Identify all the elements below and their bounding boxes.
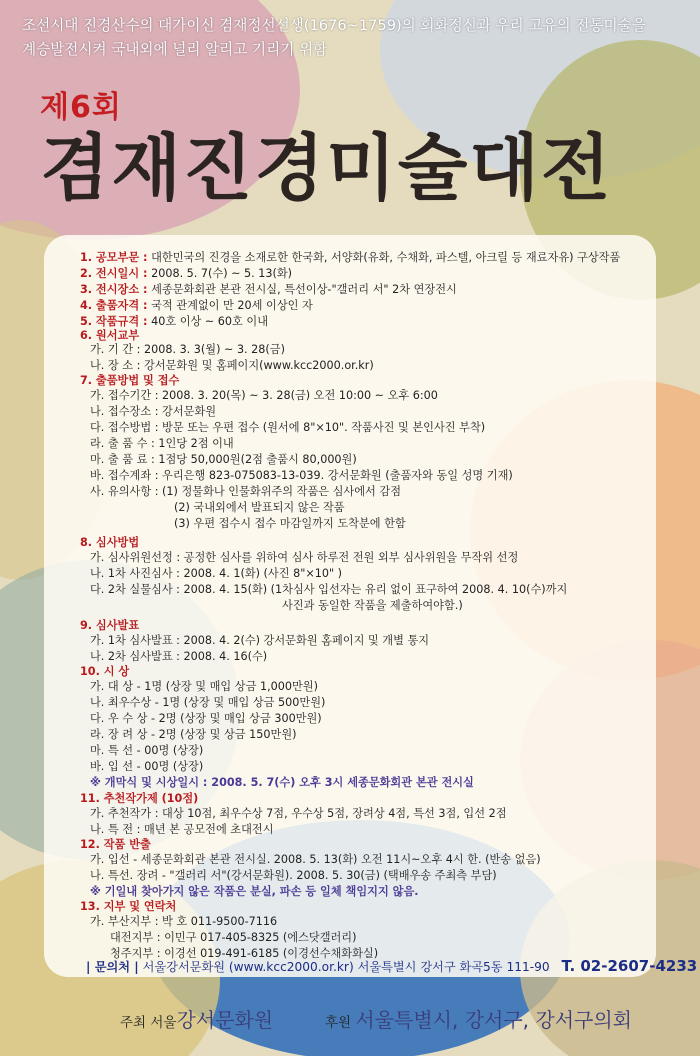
section-7-row [90,484,401,500]
row-label: 가. 입선 - [90,853,138,866]
row-text: 매년 본 공모전에 초대전시 [143,823,274,836]
section-10-row [90,679,318,695]
row-label: 라. 장 려 상 - [90,728,156,741]
section-9-row [90,633,429,649]
host-name: 강서문화원 [176,1008,274,1032]
row-text: 사진과 동일한 작품을 제출하여야함.) [282,599,463,612]
row-text: 강서문화원 및 홈페이지(www.kcc2000.or.kr) [143,359,374,372]
item-3 [80,282,457,298]
row-text: (2) 국내외에서 발표되지 않은 작품 [174,501,345,514]
tagline [22,14,682,62]
row-text: 우리은행 823-075083-13-039. 강서문화원 (출품자와 동일 성명 기재) [162,469,513,482]
row-label: 다. 2차 실물심사 : [90,583,180,596]
row-label: 나. 특선. 장려 - [90,869,166,882]
row-label: 가. 기 간 : [90,343,141,356]
section-6-row [90,342,285,358]
section-10-row [90,743,203,759]
row-text: (3) 우편 접수시 접수 마감일까지 도착분에 한함 [174,517,406,530]
section-13-heading: 13. 지부 및 연락처 [80,900,177,913]
section-12-row [90,852,541,868]
row-label: 나. 장 소 : [90,359,141,372]
item-text: 대한민국의 진경을 소재로한 한국화, 서양화(유화, 수채화, 파스텔, 아크릴 등 재료자유) 구상작품 [151,251,621,264]
section-6-heading: 6. 원서교부 [80,329,140,342]
row-text: (1) 정물화나 인물화위주의 작품은 심사에서 감점 [162,485,402,498]
section-10-row [90,727,297,743]
contact-line [86,957,698,975]
row-label: 가. 추천작가 : [90,807,159,820]
host-name-small: 서울 [150,1015,177,1031]
row-text: 2008. 3. 20(목) ~ 3. 28(금) 오전 10:00 ~ 오후 6:00 [162,389,438,402]
edition-label: 제6회 [40,90,122,125]
row-text: 2008. 3. 3(월) ~ 3. 28(금) [143,343,285,356]
row-text: 방문 또는 우편 접수 (원서에 8"×10". 작품사진 및 본인사진 부착) [162,421,486,434]
footer-host [120,1004,273,1033]
row-label: 대전지부 : [110,931,161,944]
section-7-row [90,468,513,484]
section-7-row [174,500,345,516]
row-label: 라. 출 품 수 : [90,437,155,450]
row-text: 세종문화회관 본관 전시실. 2008. 5. 13(화) 오전 11시~오후 4시 한. (반송 없음) [140,853,541,866]
item-text: 2008. 5. 7(수) ~ 5. 13(화) [151,267,293,280]
row-text: 이경선 019-491-6185 (이경선수채화화실) [164,947,379,960]
row-label: 가. 대 상 - [90,680,141,693]
section-8-row [90,550,518,566]
section-8-row [90,582,567,598]
section-7-row [90,388,438,404]
row-text: 2008. 4. 15(화) (1차심사 입선자는 유리 없이 표구하여 2008. 4. 10(수)까지 [183,583,568,596]
section-10-row [90,759,203,775]
row-label: 청주지부 : [110,947,161,960]
section-8-heading: 8. 심사방법 [80,536,140,549]
section-9-heading: 9. 심사발표 [80,619,140,632]
item-4 [80,298,313,314]
item-2 [80,266,292,282]
section-11-row [90,822,274,838]
row-label: 나. 2차 심사발표 : [90,650,180,663]
item-label: 2. 전시일시 : [80,267,148,280]
tagline-line-2: 계승발전시켜 국내외에 널리 알리고 기리기 위함 [22,41,328,58]
footer-sponsor [325,1004,632,1033]
row-label: 바. 접수계좌 : [90,469,159,482]
item-1 [80,250,620,266]
section-10-row [90,695,325,711]
row-label: 가. 접수기간 : [90,389,159,402]
section-12-heading: 12. 작품 반출 [80,838,151,851]
row-text: 2008. 4. 1(화) (사진 8"×10" ) [183,567,343,580]
row-text: 1명 (상장 및 매입 상금 1,000만원) [144,680,318,693]
row-label: 나. 접수장소 : [90,405,159,418]
contact-label: | 문의처 | [86,960,139,974]
row-text: "갤러리 서"(강서문화원). 2008. 5. 30(금) (택배우송 주최측 부담) [169,869,497,882]
item-label: 4. 출품자격 : [80,299,148,312]
section-7-row [90,420,485,436]
section-9-row [90,649,267,665]
row-label: 사. 유의사항 : [90,485,159,498]
section-13-row [110,930,356,946]
row-text: 00명 (상장) [144,744,204,757]
row-label: 다. 접수방법 : [90,421,159,434]
row-label: 나. 특 전 : [90,823,141,836]
sponsor-names: 서울특별시, 강서구, 강서구의회 [355,1008,632,1032]
row-label: 나. 최우수상 - [90,696,159,709]
section-12-row [90,868,497,884]
section-7-row [90,404,216,420]
row-label: 마. 출 품 료 : [90,453,155,466]
section-6-row [90,358,374,374]
item-text: 세종문화회관 본관 전시실, 특선이상-"갤러리 서" 2차 연장전시 [151,283,457,296]
row-text: 1점당 50,000원(2점 출품시 80,000원) [158,453,357,466]
section-7-heading: 7. 출품방법 및 접수 [80,374,180,387]
row-label: 바. 입 선 - [90,760,141,773]
row-label: 가. 심사위원선정 : [90,551,181,564]
row-label: 다. 우 수 상 - [90,712,156,725]
row-text: 1인당 2점 이내 [158,437,234,450]
section-12-note: ※ 기일내 찾아가지 않은 작품은 분실, 파손 등 일체 책임지지 않음. [90,885,419,898]
section-11-heading: 11. 추천작가제 (10점) [80,792,199,805]
row-label: 가. 부산지부 : [90,915,159,928]
section-13-row [90,914,277,930]
section-7-row [174,516,406,532]
row-text: 2008. 4. 16(수) [183,650,268,663]
row-label: 나. 1차 사진심사 : [90,567,180,580]
row-text: 2명 (상장 및 매입 상금 300만원) [158,712,322,725]
item-text: 40호 이상 ~ 60호 이내 [151,315,269,328]
tagline-line-1: 조선시대 진경산수의 대가이신 겸재정선선생(1676~1759)의 회화정신과 우리 고유의 전통미술을 [22,17,646,34]
contact-text: 서울강서문화원 (www.kcc2000.or.kr) 서울특별시 강서구 화곡5동 111-90 [142,960,550,974]
section-8-row [282,598,463,614]
item-label: 5. 작품규격 : [80,315,148,328]
item-label: 3. 전시장소 : [80,283,148,296]
row-label: 마. 특 선 - [90,744,141,757]
section-10-row [90,711,322,727]
row-label: 가. 1차 심사발표 : [90,634,180,647]
section-7-row [90,452,357,468]
row-text: 강서문화원 [162,405,217,418]
row-text: 2명 (상장 및 상금 150만원) [158,728,297,741]
contact-label-text: 문의처 [94,960,131,974]
row-text: 공정한 심사를 위하여 심사 하루전 전원 외부 심사위원을 무작위 선정 [183,551,519,564]
poster-title: 겸재진경미술대전 [40,125,613,210]
row-text: 1명 (상장 및 매입 상금 500만원) [162,696,326,709]
row-text: 2008. 4. 2(수) 강서문화원 홈페이지 및 개별 통지 [183,634,430,647]
row-text: 00명 (상장) [144,760,204,773]
contact-phone: T. 02-2607-4233 [561,957,698,975]
section-7-row [90,436,234,452]
section-10-note: ※ 개막식 및 시상일시 : 2008. 5. 7(수) 오후 3시 세종문화회관 본관 전시실 [90,776,474,789]
row-text: 이민구 017-405-8325 (에스닷갤러리) [164,931,357,944]
host-label: 주최 [120,1015,147,1031]
item-label: 1. 공모부문 : [80,251,148,264]
item-text: 국적 관계없이 만 20세 이상인 자 [151,299,313,312]
row-text: 박 호 011-9500-7116 [162,915,278,928]
row-text: 대상 10점, 최우수상 7점, 우수상 5점, 장려상 4점, 특선 3점, 입선 2점 [162,807,507,820]
sponsor-label: 후원 [325,1015,352,1031]
section-10-heading: 10. 시 상 [80,665,130,678]
section-8-row [90,566,342,582]
section-11-row [90,806,507,822]
